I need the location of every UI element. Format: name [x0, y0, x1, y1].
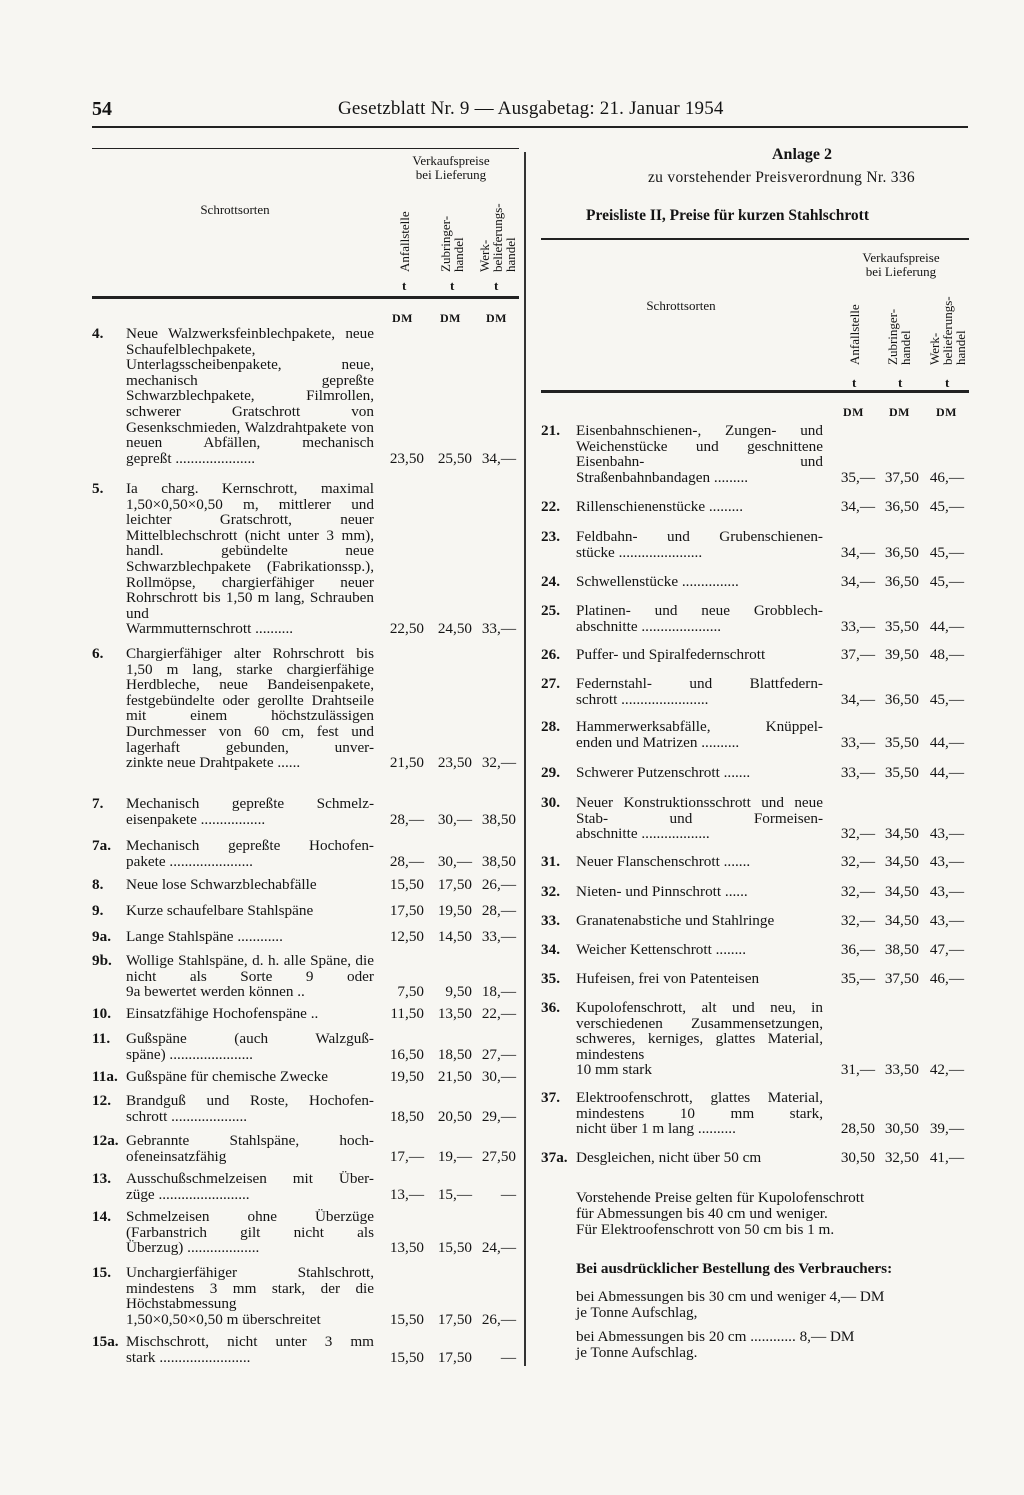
price-b: 37,50 [884, 469, 919, 486]
price-a: 34,— [840, 498, 875, 515]
price-a: 31,— [840, 1061, 875, 1078]
item-description: Kupolofenschrott, alt und neu, in verschiedenen Zusammensetzungen, schweres, kerniges, glattes Material, mindestens 10 mm stark [576, 999, 823, 1078]
price-a: 34,— [840, 691, 875, 708]
price-a: 33,— [840, 734, 875, 751]
price-b: 34,50 [884, 883, 919, 900]
item-description: Wollige Stahlspäne, d. h. alle Späne, die nicht als Sorte 9 oder 9a bewertet werden können .. [126, 952, 374, 1000]
price-c: 33,— [481, 620, 516, 637]
price-c: 43,— [929, 825, 964, 842]
item-description: Schwerer Putzenschrott ....... [576, 765, 751, 781]
price-a: 15,50 [389, 1311, 424, 1328]
item-description: Neuer Konstruktionsschrott und neue Stab- und Formeisen- abschnitte .................. [576, 794, 823, 842]
item-number: 37a. [541, 1149, 568, 1166]
right-currency-b: DM [889, 405, 910, 419]
right-sorts-header: Schrottsorten [646, 298, 716, 313]
price-a: 13,— [389, 1186, 424, 1203]
price-c: 26,— [481, 876, 516, 893]
item-description: Rillenschienenstücke ......... [576, 499, 744, 515]
price-a: 33,— [840, 764, 875, 781]
price-c: 27,50 [481, 1148, 516, 1165]
left-group-header: Verkaufspreise bei Lieferung [412, 153, 490, 182]
item-number: 33. [541, 912, 560, 929]
item-number: 4. [92, 325, 104, 342]
price-b: 35,50 [884, 618, 919, 635]
item-number: 11a. [92, 1068, 118, 1085]
item-number: 15. [92, 1264, 111, 1281]
price-c: 48,— [929, 646, 964, 663]
surcharge-20cm-cont: je Tonne Aufschlag. [576, 1344, 698, 1361]
item-number: 36. [541, 999, 560, 1016]
right-col-anfallstelle: Anfallstelle [847, 304, 862, 365]
price-b: 15,— [437, 1186, 472, 1203]
item-description: Gußspäne (auch Walzguß- späne) ...................... [126, 1030, 374, 1063]
right-col-werkbelieferungshandel: Werk- belieferungs- handel [927, 296, 968, 365]
item-number: 32. [541, 883, 560, 900]
page-number: 54 [92, 98, 112, 120]
price-c: 38,50 [481, 811, 516, 828]
item-number: 8. [92, 876, 104, 893]
price-a: 19,50 [389, 1068, 424, 1085]
header-rule [92, 126, 968, 128]
price-b: 36,50 [884, 544, 919, 561]
price-a: 34,— [840, 573, 875, 590]
price-a: 32,— [840, 853, 875, 870]
price-a: 32,— [840, 825, 875, 842]
price-b: 18,50 [437, 1046, 472, 1063]
column-separator [524, 152, 526, 1366]
price-c: 45,— [929, 573, 964, 590]
anlage-subtitle: zu vorstehender Preisverordnung Nr. 336 [648, 169, 915, 186]
price-a: 23,50 [389, 450, 424, 467]
item-number: 11. [92, 1030, 111, 1047]
left-top-rule [92, 148, 519, 149]
item-description: Ia charg. Kernschrott, maximal 1,50×0,50×0,50 m, mittlerer und leichter Gratschrott, neuer Mittelblechschrott (nicht unter 3 mm), handl. gebündelte neue Schwarzblechpakete (Fabrikationssp.), Rollmöpse, chargierfähiger neuer Rohrschrott bis 1,50 m lang, Schrauben und Warmmutternschrott .......... [126, 480, 374, 637]
price-b: 21,50 [437, 1068, 472, 1085]
gazette-title: Gesetzblatt Nr. 9 — Ausgabetag: 21. Januar 1954 [338, 98, 724, 119]
item-number: 31. [541, 853, 560, 870]
left-sorts-header: Schrottsorten [200, 202, 270, 217]
price-c: 45,— [929, 498, 964, 515]
item-number: 7a. [92, 837, 111, 854]
price-c: 46,— [929, 970, 964, 987]
price-b: 17,50 [437, 876, 472, 893]
price-c: 47,— [929, 941, 964, 958]
item-description: Mischschrott, nicht unter 3 mm stark ........................ [126, 1333, 374, 1366]
right-col-zubringerhandel: Zubringer- handel [885, 308, 913, 365]
price-b: 33,50 [884, 1061, 919, 1078]
item-number: 24. [541, 573, 560, 590]
left-col-anfallstelle: Anfallstelle [397, 211, 412, 272]
item-number: 14. [92, 1208, 111, 1225]
item-number: 12a. [92, 1132, 119, 1149]
item-number: 23. [541, 528, 560, 545]
item-number: 7. [92, 795, 104, 812]
item-number: 15a. [92, 1333, 119, 1350]
item-number: 6. [92, 645, 104, 662]
price-a: 11,50 [390, 1005, 424, 1022]
price-c: 18,— [481, 983, 516, 1000]
item-description: Schwellenstücke ............... [576, 574, 739, 590]
item-number: 25. [541, 602, 560, 619]
item-description: Hammerwerksabfälle, Knüppel- enden und Matrizen .......... [576, 718, 823, 751]
right-group-header: Verkaufspreise bei Lieferung [862, 250, 940, 279]
item-number: 26. [541, 646, 560, 663]
price-c: 38,50 [481, 853, 516, 870]
price-a: 28,— [389, 853, 424, 870]
item-description: Desgleichen, nicht über 50 cm [576, 1150, 762, 1166]
price-b: 38,50 [884, 941, 919, 958]
price-c: 43,— [929, 912, 964, 929]
left-col-werkbelieferungshandel: Werk- belieferungs- handel [477, 203, 518, 272]
note-line-3: Für Elektroofenschrott von 50 cm bis 1 m. [576, 1221, 835, 1238]
item-description: Schmelzeisen ohne Überzüge (Farbanstrich gilt nicht als Überzug) ................... [126, 1208, 374, 1256]
item-description: Mechanisch gepreßte Hochofen- pakete ...................... [126, 837, 374, 870]
item-description: Hufeisen, frei von Patenteisen [576, 971, 760, 987]
item-description: Kurze schaufelbare Stahlspäne [126, 903, 314, 919]
price-b: 20,50 [437, 1108, 472, 1125]
price-c: — [500, 1186, 516, 1203]
price-a: 12,50 [389, 928, 424, 945]
item-description: Ausschußschmelzeisen mit Über- züge ........................ [126, 1170, 374, 1203]
price-c: 27,— [481, 1046, 516, 1063]
price-a: 22,50 [389, 620, 424, 637]
anlage-title: Anlage 2 [772, 146, 832, 163]
price-b: 35,50 [884, 764, 919, 781]
surcharge-20cm: bei Abmessungen bis 20 cm ............ 8,— DM [576, 1328, 855, 1345]
price-b: 23,50 [437, 754, 472, 771]
price-b: 17,50 [437, 1349, 472, 1366]
price-a: 17,50 [389, 902, 424, 919]
item-number: 34. [541, 941, 560, 958]
right-currency-a: DM [843, 405, 864, 419]
price-b: 9,50 [445, 983, 472, 1000]
item-description: Feldbahn- und Grubenschienen- stücke ...................... [576, 528, 823, 561]
item-description: Elektroofenschrott, glattes Material, mindestens 10 mm stark, nicht über 1 m lang .......... [576, 1089, 823, 1137]
price-c: 45,— [929, 691, 964, 708]
price-a: 15,50 [389, 1349, 424, 1366]
item-number: 10. [92, 1005, 111, 1022]
price-c: 28,— [481, 902, 516, 919]
surcharge-30cm-cont: je Tonne Aufschlag, [576, 1304, 698, 1321]
price-a: 33,— [840, 618, 875, 635]
price-c: 43,— [929, 883, 964, 900]
item-description: Gußspäne für chemische Zwecke [126, 1069, 328, 1085]
price-b: 19,— [437, 1148, 472, 1165]
item-number: 28. [541, 718, 560, 735]
item-description: Weicher Kettenschrott ........ [576, 942, 746, 958]
note-line-2: für Abmessungen bis 40 cm und weniger. [576, 1205, 828, 1222]
price-b: 13,50 [437, 1005, 472, 1022]
right-top-rule [541, 238, 969, 240]
price-b: 19,50 [437, 902, 472, 919]
item-description: Puffer- und Spiralfedernschrott [576, 647, 766, 663]
price-b: 34,50 [884, 912, 919, 929]
item-description: Neue Walzwerksfeinblechpakete, neue Schaufelblechpakete, Unterlagsscheibenpakete, neue, mechanisch gepreßte Schwarzblechpakete, Filmrollen, schwerer Gratschrott von Gesenkschmieden, Walzdrahtpakete von neuen Abfällen, mechanisch gepreßt ..................... [126, 325, 374, 467]
price-a: 16,50 [389, 1046, 424, 1063]
left-unit-c: t [494, 278, 499, 293]
price-c: 32,— [481, 754, 516, 771]
price-b: 32,50 [884, 1149, 919, 1166]
item-description: Neue lose Schwarzblechabfälle [126, 877, 317, 893]
price-b: 15,50 [437, 1239, 472, 1256]
price-c: 22,— [481, 1005, 516, 1022]
price-b: 37,50 [884, 970, 919, 987]
surcharge-30cm: bei Abmessungen bis 30 cm und weniger 4,— DM [576, 1288, 885, 1305]
price-a: 13,50 [389, 1239, 424, 1256]
price-a: 28,— [389, 811, 424, 828]
price-b: 34,50 [884, 825, 919, 842]
item-number: 30. [541, 794, 560, 811]
price-c: 45,— [929, 544, 964, 561]
price-b: 34,50 [884, 853, 919, 870]
price-c: 41,— [929, 1149, 964, 1166]
left-currency-a: DM [392, 311, 413, 325]
item-description: Platinen- und neue Grobblech- abschnitte ..................... [576, 602, 823, 635]
price-a: 18,50 [389, 1108, 424, 1125]
price-b: 36,50 [884, 498, 919, 515]
price-c: 29,— [481, 1108, 516, 1125]
item-number: 37. [541, 1089, 560, 1106]
price-b: 30,— [437, 853, 472, 870]
price-c: 33,— [481, 928, 516, 945]
item-description: Granatenabstiche und Stahlringe [576, 913, 775, 929]
item-description: Nieten- und Pinnschrott ...... [576, 884, 748, 900]
price-a: 35,— [840, 970, 875, 987]
price-c: 44,— [929, 734, 964, 751]
price-c: 30,— [481, 1068, 516, 1085]
price-c: 39,— [929, 1120, 964, 1137]
item-description: Gebrannte Stahlspäne, hoch- ofeneinsatzfähig [126, 1132, 374, 1165]
item-number: 27. [541, 675, 560, 692]
price-c: 34,— [481, 450, 516, 467]
price-c: 26,— [481, 1311, 516, 1328]
item-number: 22. [541, 498, 560, 515]
item-description: Brandguß und Roste, Hochofen- schrott .................... [126, 1092, 374, 1125]
page-header [92, 98, 967, 128]
price-a: 7,50 [397, 983, 424, 1000]
right-unit-c: t [945, 375, 950, 390]
item-number: 35. [541, 970, 560, 987]
price-b: 24,50 [437, 620, 472, 637]
price-list-title: Preisliste II, Preise für kurzen Stahlschrott [586, 207, 869, 224]
item-description: Lange Stahlspäne ............ [126, 929, 283, 945]
item-number: 5. [92, 480, 104, 497]
price-a: 17,— [389, 1148, 424, 1165]
price-b: 30,50 [884, 1120, 919, 1137]
item-description: Unchargierfähiger Stahlschrott, mindestens 3 mm stark, der die Höchstabmessung 1,50×0,50×0,50 m überschreitet [126, 1264, 374, 1328]
price-b: 39,50 [884, 646, 919, 663]
item-description: Federnstahl- und Blattfedern- schrott ....................... [576, 675, 823, 708]
price-a: 37,— [840, 646, 875, 663]
price-a: 35,— [840, 469, 875, 486]
item-number: 9. [92, 902, 104, 919]
item-number: 29. [541, 764, 560, 781]
right-unit-a: t [852, 375, 857, 390]
left-col-zubringerhandel: Zubringer- handel [438, 215, 466, 272]
price-a: 28,50 [840, 1120, 875, 1137]
item-description: Neuer Flanschenschrott ....... [576, 854, 751, 870]
item-number: 13. [92, 1170, 111, 1187]
price-c: 44,— [929, 618, 964, 635]
price-c: — [500, 1349, 516, 1366]
price-c: 44,— [929, 764, 964, 781]
left-currency-c: DM [486, 311, 507, 325]
price-b: 36,50 [884, 573, 919, 590]
item-description: Eisenbahnschienen-, Zungen- und Weichenstücke und geschnittene Eisenbahn- und Straßenbahnbandagen ......... [576, 422, 823, 486]
price-c: 24,— [481, 1239, 516, 1256]
left-unit-b: t [450, 278, 455, 293]
item-description: Einsatzfähige Hochofenspäne .. [126, 1006, 319, 1022]
price-b: 25,50 [437, 450, 472, 467]
price-b: 17,50 [437, 1311, 472, 1328]
price-a: 15,50 [389, 876, 424, 893]
item-number: 21. [541, 422, 560, 439]
consumer-heading: Bei ausdrücklicher Bestellung des Verbrauchers: [576, 1260, 893, 1277]
price-a: 32,— [840, 883, 875, 900]
item-number: 12. [92, 1092, 111, 1109]
item-description: Mechanisch gepreßte Schmelz- eisenpakete ................. [126, 795, 374, 828]
price-a: 32,— [840, 912, 875, 929]
right-unit-b: t [898, 375, 903, 390]
right-currency-c: DM [936, 405, 957, 419]
note-line-1: Vorstehende Preise gelten für Kupolofenschrott [576, 1189, 865, 1206]
price-a: 30,50 [840, 1149, 875, 1166]
item-number: 9a. [92, 928, 111, 945]
price-b: 36,50 [884, 691, 919, 708]
price-a: 21,50 [389, 754, 424, 771]
item-number: 9b. [92, 952, 112, 969]
price-c: 43,— [929, 853, 964, 870]
price-a: 36,— [840, 941, 875, 958]
price-b: 35,50 [884, 734, 919, 751]
item-description: Chargierfähiger alter Rohrschrott bis 1,50 m lang, starke chargierfähige Herdbleche, neue Bandeisenpakete, festgebündelte oder gerollte Drahtseile mit einem höchstzulässigen Durchmesser von 60 cm, fest und lagerhaft gebunden, unver- zinkte neue Drahtpakete ...... [126, 645, 374, 771]
price-c: 46,— [929, 469, 964, 486]
left-head-rule [92, 296, 519, 299]
left-unit-a: t [402, 278, 407, 293]
price-a: 34,— [840, 544, 875, 561]
price-b: 14,50 [437, 928, 472, 945]
price-b: 30,— [437, 811, 472, 828]
right-head-rule [541, 390, 969, 393]
price-c: 42,— [929, 1061, 964, 1078]
left-currency-b: DM [440, 311, 461, 325]
